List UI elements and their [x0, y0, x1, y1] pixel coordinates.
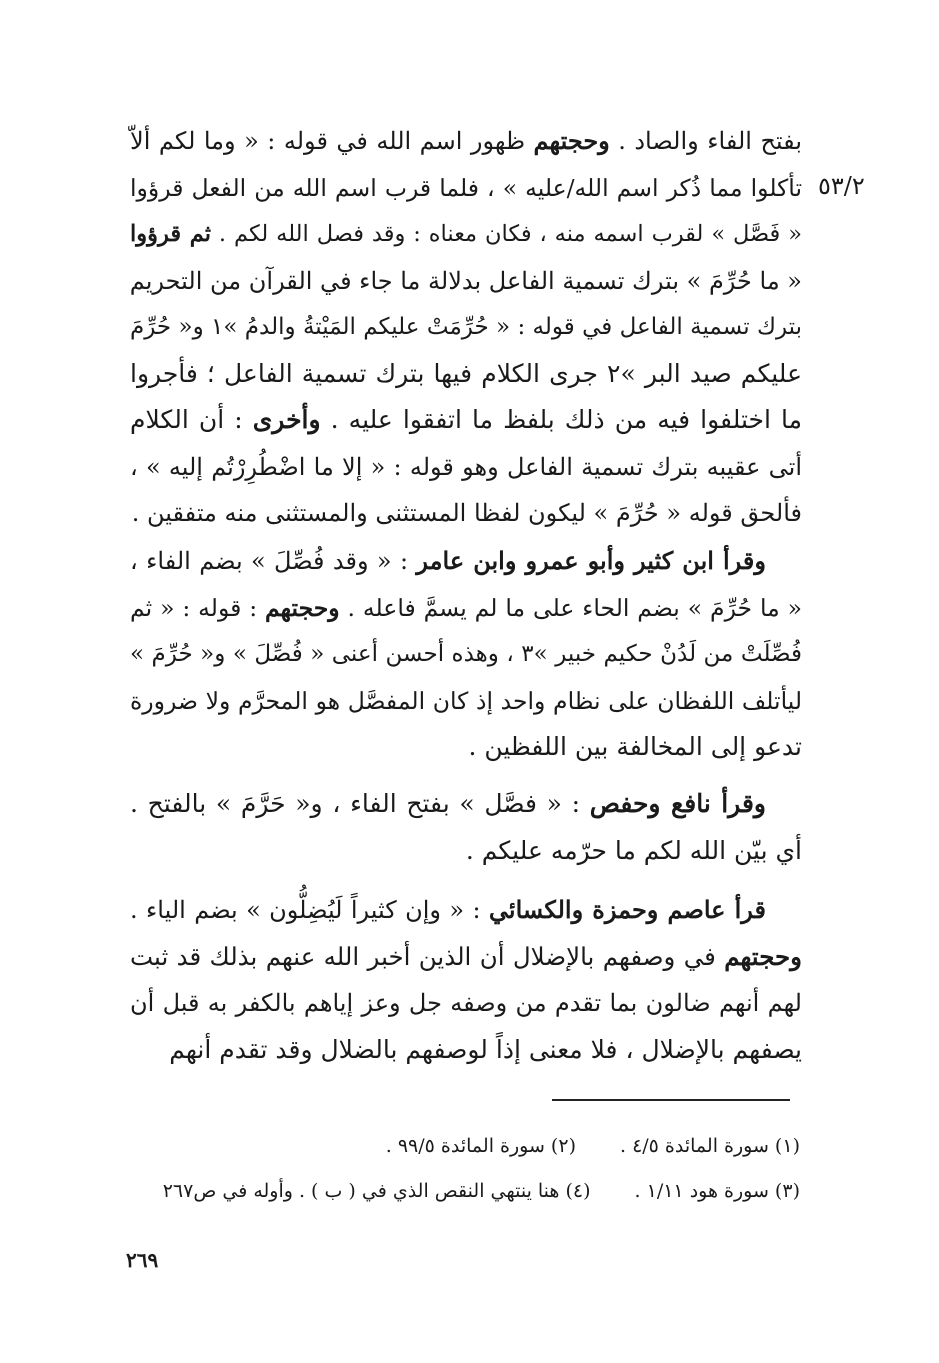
- bold-phrase: وقرأ ابن كثير وأبو عمرو وابن عامر: [416, 546, 766, 575]
- text-line: [130, 397, 802, 444]
- text-run: ظهور اسم الله في قوله : « وما لكم ألاّ: [130, 127, 534, 155]
- text-run: أي بيّن الله لكم ما حرّمه عليكم .: [465, 835, 802, 865]
- text-line: [130, 1027, 802, 1074]
- paragraph-3: [130, 781, 802, 874]
- text-run: : « وإن كثيراً لَيُضِلُّون » بضم الياء .: [130, 896, 489, 924]
- text-run: « ما حُرِّمَ » بترك تسمية الفاعل بدلالة ما جاء في القرآن من التحريم: [129, 266, 802, 295]
- bold-phrase: ثم قرؤوا: [130, 221, 211, 247]
- text-line: [130, 631, 802, 678]
- text-run: ليأتلف اللفظان على نظام واحد إذ كان المفصَّل هو المحرَّم ولا ضرورة: [130, 686, 802, 715]
- text-line: [130, 211, 802, 258]
- text-run: ما اختلفوا فيه من ذلك بلفظ ما اتفقوا عليه .: [320, 405, 802, 434]
- text-line: [130, 828, 802, 875]
- footnote-1: (١) سورة المائدة ٤/٥ .: [619, 1135, 800, 1157]
- text-run: بترك تسمية الفاعل في قوله : « حُرِّمَتْ عليكم المَيْتةُ والدمُ »١ و« حُرِّمَ: [130, 314, 802, 340]
- text-line: [130, 887, 802, 934]
- paragraph-1: [130, 118, 802, 537]
- text-run: : « فصَّل » بفتح الفاء ، و« حَرَّمَ » بالفتح .: [130, 789, 590, 818]
- text-line: [130, 444, 802, 491]
- text-run: يصفهم بالإضلال ، فلا معنى إذاً لوصفهم بالضلال وقد تقدم أنهم: [169, 1034, 802, 1064]
- text-line: [130, 724, 802, 771]
- text-line: [130, 304, 802, 351]
- text-line: [130, 980, 802, 1027]
- paragraph-body: [130, 781, 802, 874]
- text-line: [130, 165, 802, 212]
- text-line: [130, 490, 802, 537]
- bold-phrase: قرأ عاصم وحمزة والكسائي: [488, 895, 766, 924]
- text-line: [130, 351, 802, 398]
- text-line: [130, 678, 802, 725]
- text-run: « فَصَّل » لقرب اسمه منه ، فكان معناه : وقد فصل الله لكم .: [211, 221, 802, 247]
- page-number: ٢٦٩: [126, 1248, 159, 1272]
- paragraph-4: [130, 887, 802, 1073]
- paragraph-body: [130, 118, 802, 537]
- text-run: بفتح الفاء والصاد .: [609, 127, 802, 155]
- text-run: تأكلوا مما ذُكر اسم الله/عليه » ، فلما قرب اسم الله من الفعل قرؤوا: [130, 173, 802, 202]
- text-run: لهم أنهم ضالون بما تقدم من وصفه جل وعز إياهم بالكفر به قبل أن: [130, 989, 802, 1017]
- bold-phrase: وحجتهم: [724, 941, 802, 971]
- text-run: « ما حُرِّمَ » بضم الحاء على ما لم يسمَّ فاعله .: [339, 593, 802, 622]
- text-run: تدعو إلى المخالفة بين اللفظين .: [468, 732, 802, 761]
- text-line: [130, 538, 802, 585]
- text-run: عليكم صيد البر »٢ جرى الكلام فيها بترك تسمية الفاعل ؛ فأجروا: [130, 358, 802, 388]
- text-line: [130, 585, 802, 632]
- footnote-row: [163, 1180, 800, 1202]
- text-run: : « وقد فُصِّلَ » بضم الفاء ،: [130, 547, 417, 575]
- paragraph-body: [130, 538, 802, 771]
- bold-phrase: وقرأ نافع وحفص: [589, 789, 766, 818]
- footnote-4: (٤) هنا ينتهي النقص الذي في ( ب ) . وأوله في ص٢٦٧: [162, 1180, 591, 1202]
- text-run: : أن الكلام: [130, 405, 253, 434]
- text-line: [130, 934, 802, 981]
- footnote-row: [386, 1135, 800, 1157]
- text-run: فألحق قوله « حُرِّمَ » ليكون لفظا المستثنى والمستثنى منه متفقين .: [131, 499, 802, 527]
- text-line: [130, 781, 802, 828]
- paragraph-2: [130, 538, 802, 771]
- bold-phrase: وحجتهم: [533, 126, 610, 155]
- margin-reference: ٥٣/٢: [818, 172, 865, 200]
- text-run: فُصِّلَتْ من لَدُنْ حكيم خبير »٣ ، وهذه أحسن أعنى « فُصِّلَ » و« حُرِّمَ »: [130, 641, 802, 667]
- text-run: : قوله : « ثم: [130, 593, 266, 622]
- footnote-3: (٣) سورة هود ١/١١ .: [634, 1180, 800, 1202]
- bold-phrase: وحجتهم: [265, 593, 340, 622]
- bold-phrase: وأخرى: [252, 405, 321, 434]
- paragraph-body: [130, 887, 802, 1073]
- text-line: [130, 258, 802, 305]
- text-run: أتى عقيبه بترك تسمية الفاعل وهو قوله : « إلا ما اضْطُرِرْتُم إليه » ،: [130, 452, 802, 481]
- footnote-2: (٢) سورة المائدة ٩٩/٥ .: [385, 1135, 576, 1157]
- text-line: [130, 118, 802, 165]
- footnote-separator: [552, 1099, 790, 1101]
- text-run: في وصفهم بالإضلال أن الذين أخبر الله عنهم بذلك قد ثبت: [130, 941, 725, 971]
